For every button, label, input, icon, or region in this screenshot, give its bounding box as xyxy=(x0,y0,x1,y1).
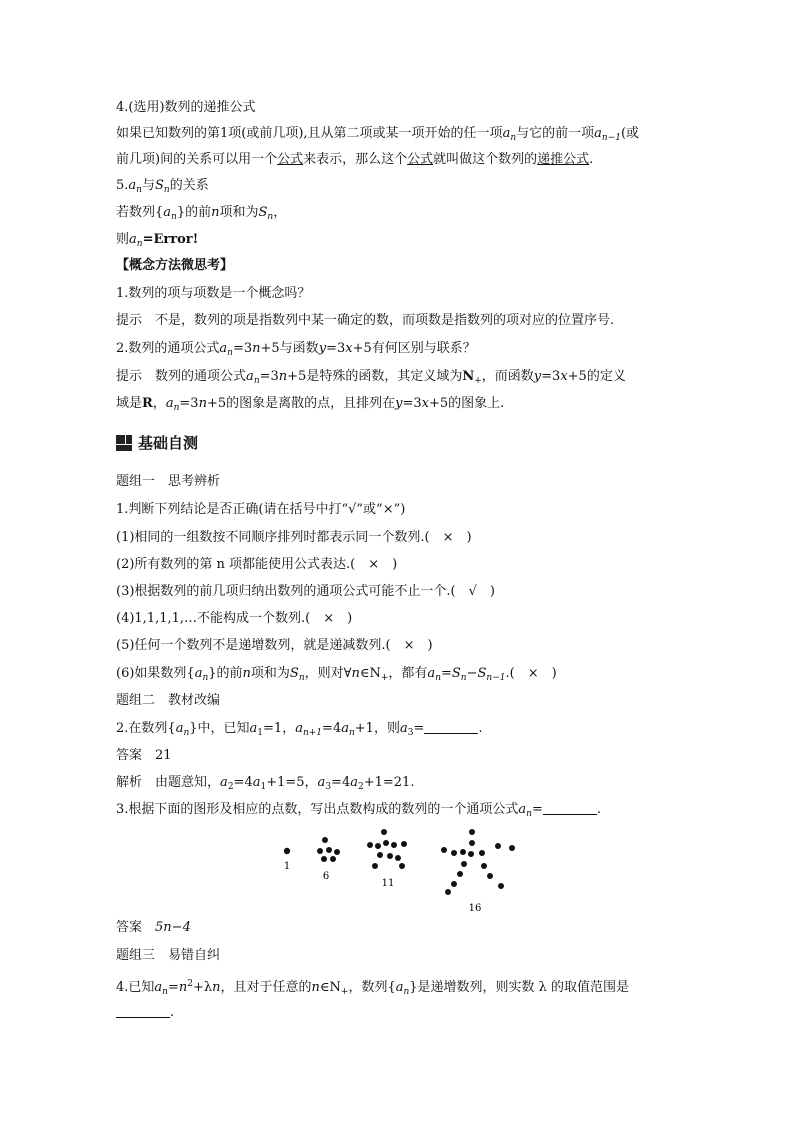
answer-3: 答案 5n−4 xyxy=(116,920,191,935)
question-4-blank-line: . xyxy=(116,1003,682,1023)
sec5-line2: 则$a_n=Error$! xyxy=(116,232,199,249)
solution-2: 解析 由题意知，$a_2=4a_1+1=5$，$a_3=4a_2+1=21$. xyxy=(116,775,415,792)
concept-q2: 2.数列的通项公式$a_n=3n+5$与函数y=3x+5有何区别与联系？ xyxy=(116,341,476,358)
judge-item-6: (6)如果数列$\{a_n\}$的前n项和为$S_n$，则对$\forall n\in N_+$，都有$a_n=S_n-S_{n-1}$.( × ) xyxy=(116,666,557,683)
question-2: 2.在数列$\{a_n\}$中，已知$a_1=1$，$a_{n+1}=4a_n+1$，则$a_3=$ . xyxy=(116,721,483,738)
sec4-title: 4.(选用)数列的递推公式 xyxy=(116,100,256,115)
sec5-title: $5.a_n$与$S_n$的关系 xyxy=(116,178,209,195)
concept-q1: 1.数列的项与项数是一个概念吗？ xyxy=(116,286,311,301)
concept-a2-line1: 提示 数列的通项公式$a_n=3n+5$是特殊的函数，其定义域为$N_+$，而函数y=3x+5的定义 xyxy=(116,369,626,386)
sec4-para-line2: 前几项)间的关系可以用一个公式来表示，那么这个公式就叫做这个数列的递推公式. xyxy=(116,152,594,167)
section-block-icon xyxy=(116,435,132,451)
group1-title: 题组一 思考辨析 xyxy=(116,474,221,489)
dot-pattern-figure xyxy=(276,826,526,916)
figure-label-16: 16 xyxy=(468,903,482,914)
answer-2: 答案 21 xyxy=(116,748,172,763)
concept-a2-line2: 域是R，$a_n=3n+5$的图象是离散的点，且排列在y=3x+5的图象上. xyxy=(116,396,505,413)
judge-item-4: (4)1,1,1,1,…不能构成一个数列.( × ) xyxy=(116,611,353,626)
figure-16 xyxy=(441,829,515,895)
judge-item-1: (1)相同的一组数按不同顺序排列时都表示同一个数列.( × ) xyxy=(116,530,472,545)
figure-label-1: 1 xyxy=(283,861,291,872)
answer-blank[interactable] xyxy=(543,802,597,815)
answer-blank[interactable] xyxy=(424,721,478,734)
judge-item-3: (3)根据数列的前几项归纳出数列的通项公式可能不止一个.( √ ) xyxy=(116,584,495,599)
group3-title: 题组三 易错自纠 xyxy=(116,948,221,963)
figure-11 xyxy=(367,829,407,869)
group2-title: 题组二 教材改编 xyxy=(116,693,221,708)
figure-label-11: 11 xyxy=(381,878,395,889)
basics-heading: 基础自测 xyxy=(116,432,198,453)
judge-item-2: (2)所有数列的第 n 项都能使用公式表达.( × ) xyxy=(116,557,398,572)
judge-item-5: (5)任何一个数列不是递增数列，就是递减数列.( × ) xyxy=(116,638,433,653)
concept-a1: 提示 不是，数列的项是指数列中某一确定的数，而项数是指数列的项对应的位置序号. xyxy=(116,313,615,328)
answer-blank[interactable] xyxy=(116,1005,170,1018)
sec4-para-line1: 如果已知数列的第1项(或前几项),且从第二项或某一项开始的任一项$a_n$与它的前一项$a_{n-1}$(或 xyxy=(116,126,640,143)
figure-label-6: 6 xyxy=(322,871,330,882)
judge-question: 1.判断下列结论是否正确(请在括号中打“√”或“×”) xyxy=(116,502,406,517)
question-3: 3.根据下面的图形及相应的点数，写出点数构成的数列的一个通项公式$a_n=$ . xyxy=(116,802,602,819)
figure-1 xyxy=(284,848,290,854)
concept-title: 【概念方法微思考】 xyxy=(116,258,234,273)
question-4: 4.已知$a_n=n^2+\lambda n$，且对于任意的$n\in N_+$，数列$\{a_n\}$是递增数列，则实数 λ 的取值范围是 xyxy=(116,979,630,997)
figure-6 xyxy=(317,837,340,862)
sec5-line1: 若数列$\{a_n\}$的前n项和为$S_n$， xyxy=(116,205,287,222)
